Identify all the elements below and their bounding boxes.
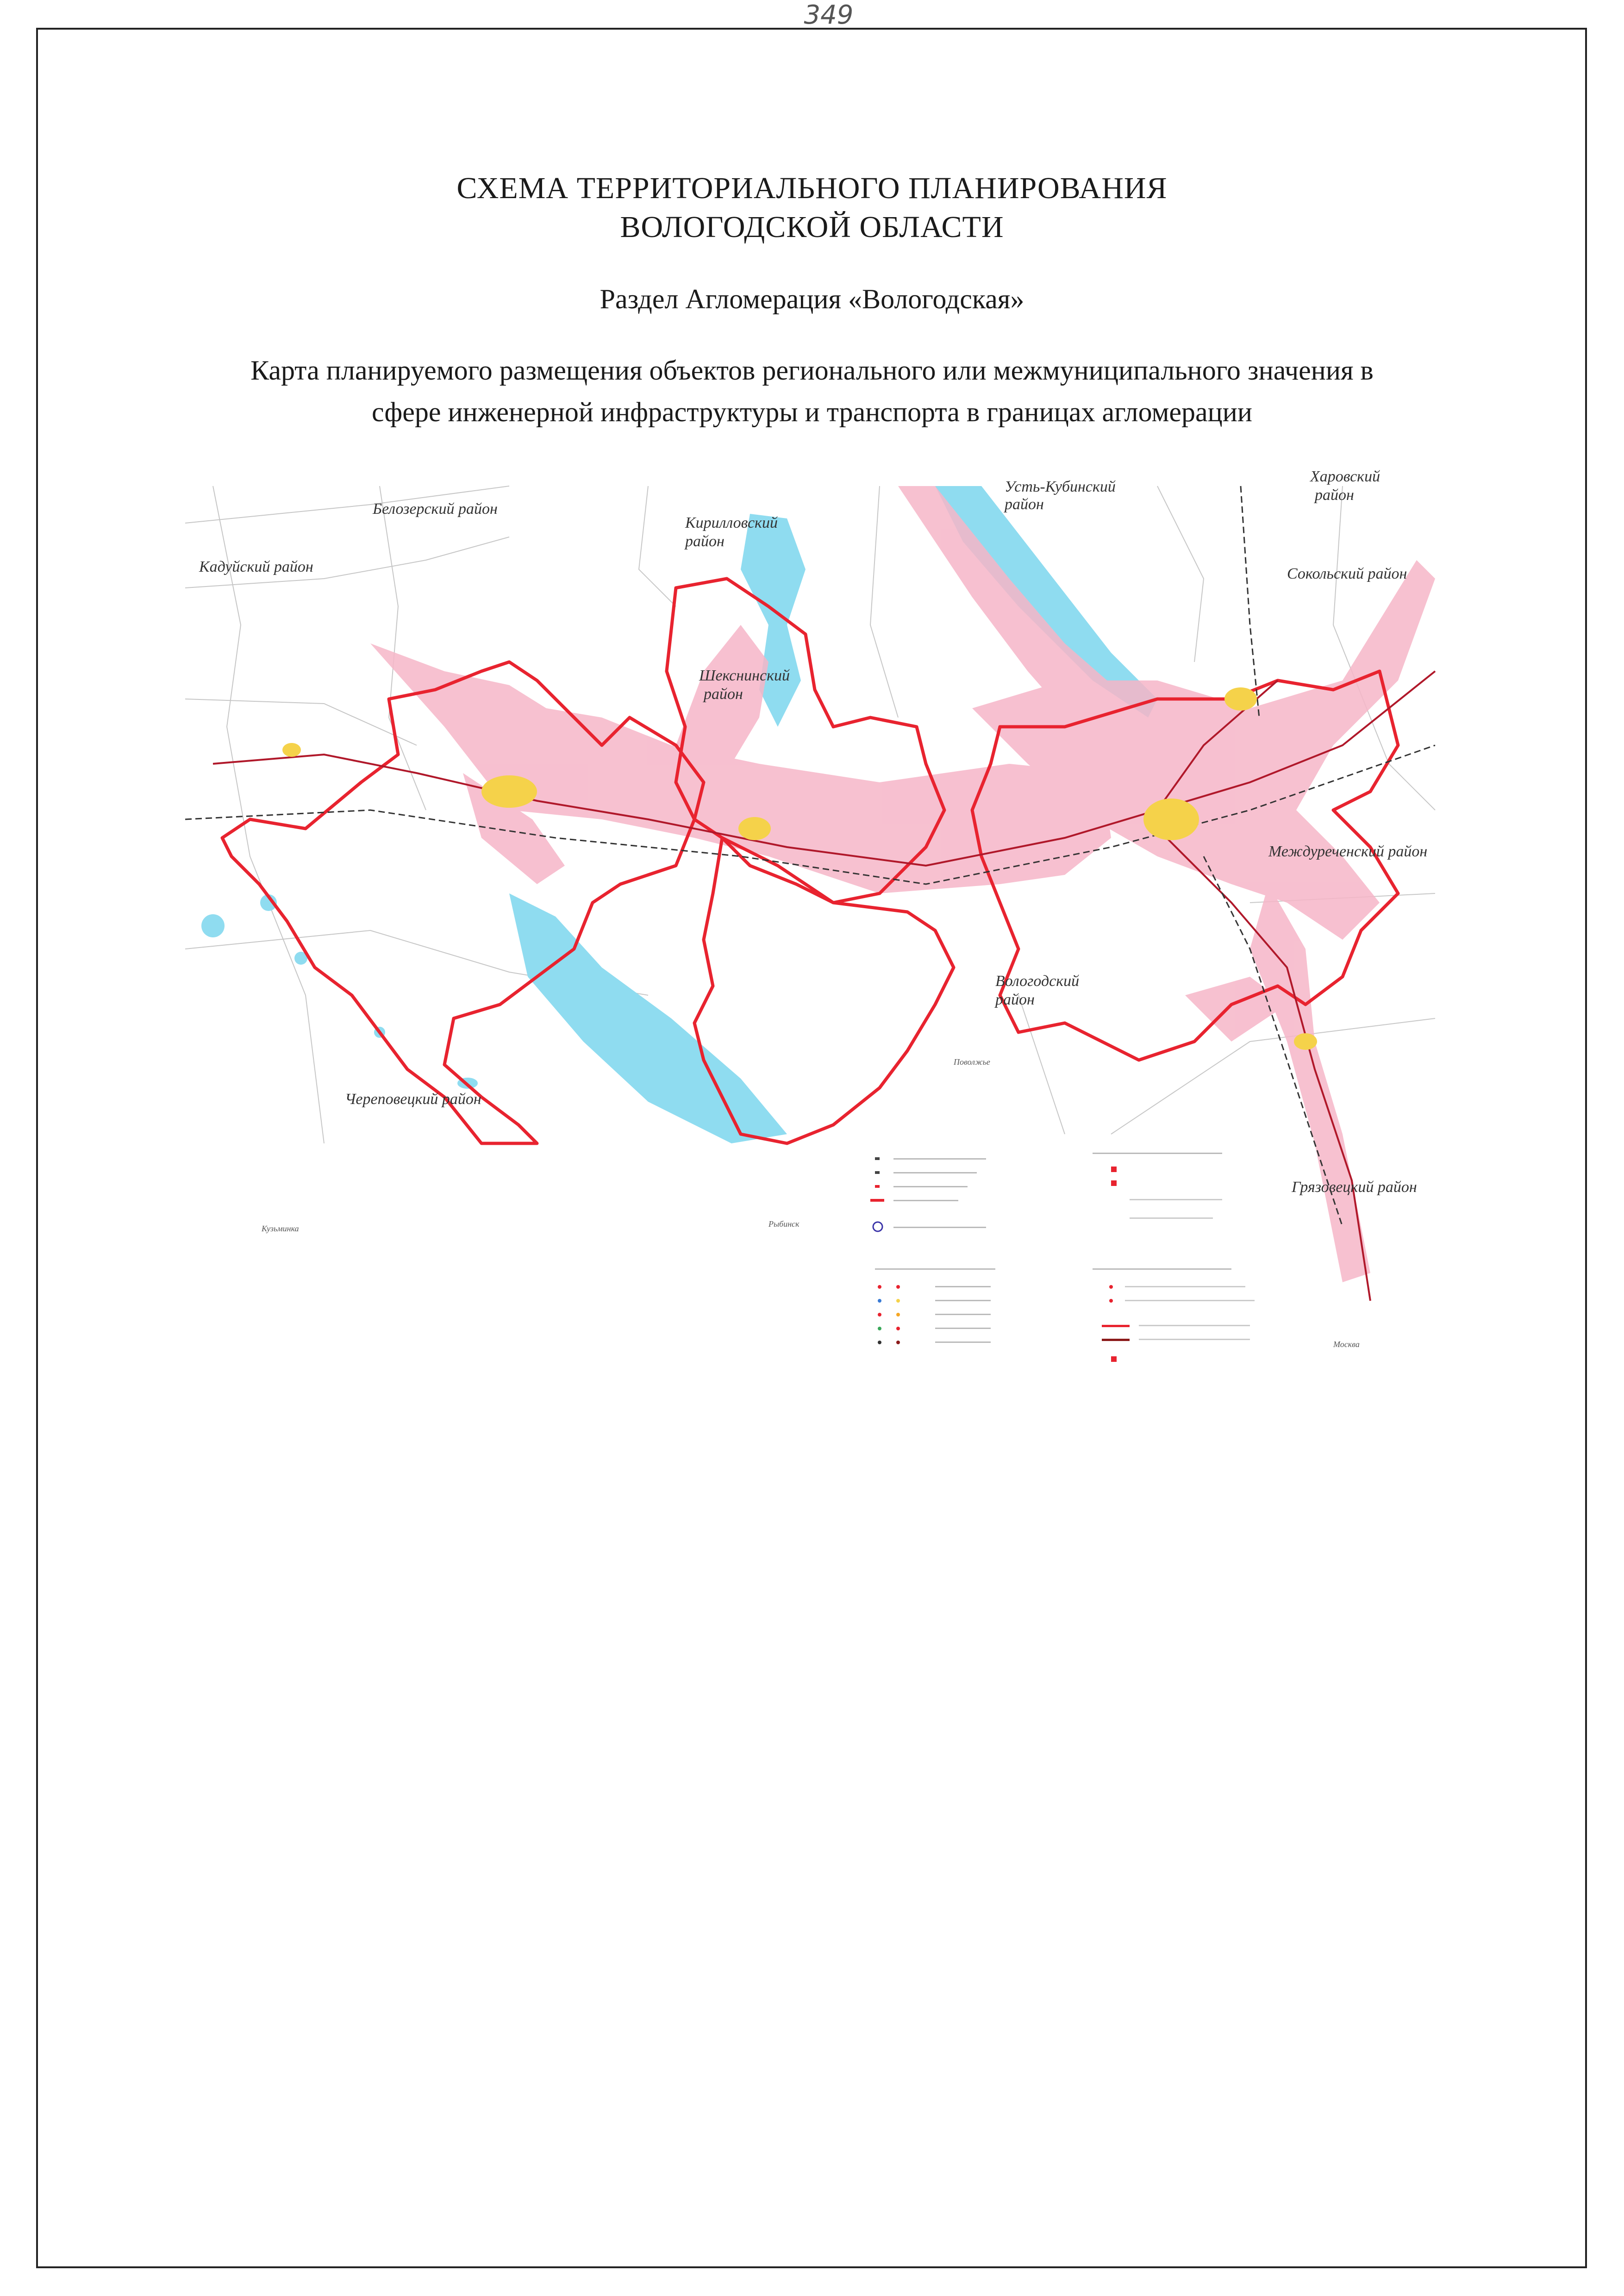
- label-kuzminka: Кузьминка: [262, 1224, 299, 1233]
- label-kirillovsky-1: Кирилловский: [685, 514, 778, 531]
- subtitle-line-1: Карта планируемого размещения объектов регионального или межмуниципального значения в: [250, 355, 1374, 386]
- map-legend: [870, 1153, 1255, 1362]
- gryazovets-settlement: [1294, 1033, 1317, 1050]
- label-sokolsky: Сокольский район: [1287, 565, 1407, 582]
- legend-block-2: [875, 1268, 995, 1344]
- label-rybinsk: Рыбинск: [768, 1219, 800, 1229]
- cherepovets-settlement: [481, 775, 537, 808]
- title-line-1: СХЕМА ТЕРРИТОРИАЛЬНОГО ПЛАНИРОВАНИЯ: [456, 171, 1168, 205]
- label-kaduysky: Кадуйский район: [199, 558, 313, 575]
- label-belozersky: Белозерский район: [373, 500, 498, 518]
- label-sheksninsky-1: Шекснинский: [699, 667, 790, 684]
- kaduy-settlement: [282, 743, 301, 757]
- label-gryazovetsky: Грязовецкий район: [1292, 1179, 1417, 1196]
- lake-1: [201, 914, 225, 937]
- page-number: 349: [804, 0, 854, 30]
- title-line-2: ВОЛОГОДСКОЙ ОБЛАСТИ: [620, 210, 1004, 244]
- label-ust-kubinsky-2: район: [1005, 496, 1044, 513]
- map-subtitle: [0, 349, 1624, 433]
- sokol-settlement: [1224, 687, 1257, 711]
- label-povolzhye: Поволжье: [954, 1057, 990, 1067]
- subtitle-line-2: сфере инженерной инфраструктуры и транспорта в границах агломерации: [371, 397, 1252, 427]
- label-vologodsky-2: район: [995, 991, 1035, 1008]
- legend-block-3: [1093, 1153, 1255, 1362]
- label-kharovsky-1: Харовский: [1310, 468, 1380, 485]
- label-cherepovetsky: Череповецкий район: [345, 1091, 481, 1108]
- label-sheksninsky-2: район: [704, 686, 743, 703]
- document-title: [0, 169, 1624, 247]
- agglomeration-map[interactable]: [185, 468, 1435, 1366]
- legend-block-1: [870, 1157, 986, 1231]
- label-moskva: Москва: [1333, 1340, 1360, 1349]
- label-kharovsky-2: район: [1315, 487, 1354, 504]
- sheksna-settlement: [738, 817, 771, 840]
- label-ust-kubinsky-1: Усть-Кубинский: [1005, 478, 1116, 495]
- vologda-settlement: [1143, 799, 1199, 840]
- label-kirillovsky-2: район: [685, 533, 725, 550]
- section-title: Раздел Агломерация «Вологодская»: [600, 284, 1024, 314]
- label-mezhdurechensky: Междуреченский район: [1268, 843, 1428, 860]
- label-vologodsky-1: Вологодский: [995, 973, 1080, 990]
